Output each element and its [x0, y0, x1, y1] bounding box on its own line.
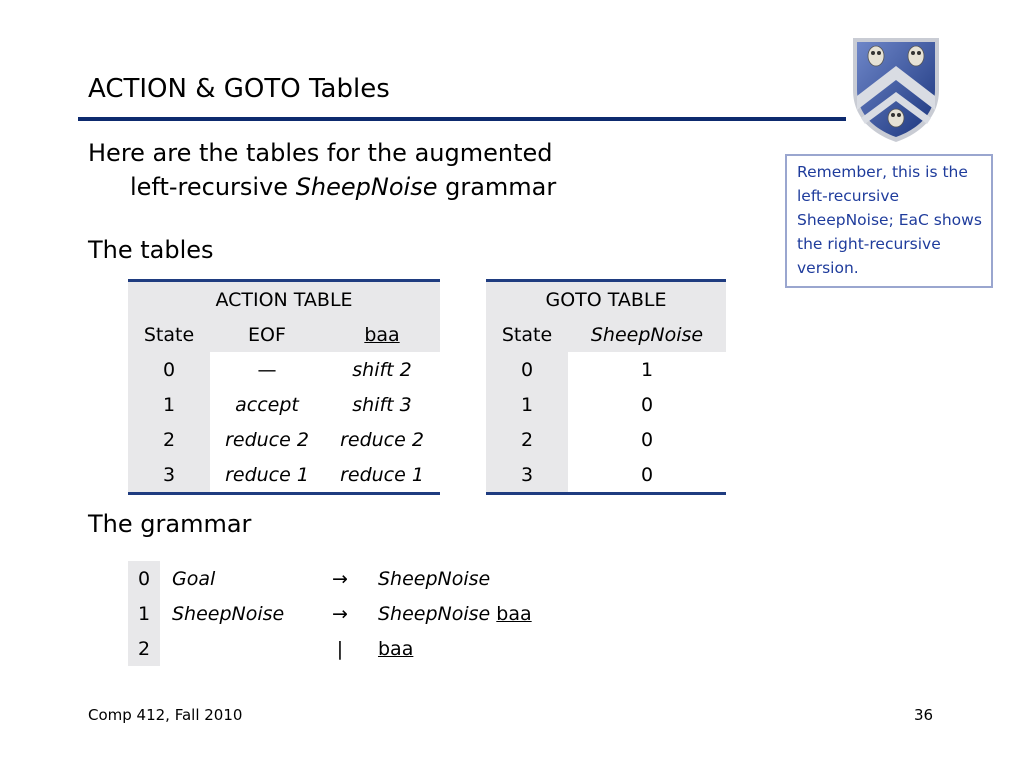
rule-rhs — [368, 561, 532, 596]
action-eof-cell: reduce 2 — [225, 428, 309, 451]
action-baa-cell: shift 2 — [352, 358, 412, 381]
intro-line-2-plain: left-recursive — [130, 173, 296, 201]
intro-line-2-italic: SheepNoise — [295, 173, 438, 201]
rule-lhs: Goal — [172, 567, 216, 590]
rule-lhs — [160, 631, 312, 666]
grammar-heading: The grammar — [88, 510, 252, 538]
remember-note-box: Remember, this is the left-recursive SheepNoise; EaC shows the right-recursive version. — [785, 154, 993, 288]
grammar-table — [128, 561, 532, 666]
goto-header-sheepnoise: SheepNoise — [590, 323, 704, 346]
action-state-cell: 2 — [128, 422, 210, 457]
grammar-rule — [128, 631, 532, 666]
goto-row — [486, 387, 726, 422]
action-eof-cell: accept — [235, 393, 299, 416]
action-table-title: ACTION TABLE — [128, 281, 440, 318]
rule-rhs-terminal: baa — [496, 602, 532, 625]
rule-rhs-terminal: baa — [378, 637, 414, 660]
title-divider — [78, 117, 846, 121]
derives-arrow-icon: → — [332, 567, 348, 590]
rule-lhs: SheepNoise — [172, 602, 285, 625]
intro-text — [88, 136, 556, 204]
slide-title: ACTION & GOTO Tables — [88, 74, 390, 104]
action-header-state: State — [128, 317, 210, 352]
footer-course: Comp 412, Fall 2010 — [88, 706, 243, 724]
action-header-eof: EOF — [210, 317, 324, 352]
alternative-bar: | — [336, 637, 344, 660]
footer-page-number: 36 — [914, 706, 934, 724]
action-header-baa: baa — [324, 317, 440, 352]
goto-state-cell: 3 — [486, 457, 568, 494]
action-baa-cell: reduce 2 — [340, 428, 424, 451]
goto-value-cell: 0 — [640, 428, 654, 451]
rule-rhs-nonterminal: SheepNoise — [378, 602, 491, 625]
rule-number: 0 — [128, 561, 160, 596]
action-row — [128, 422, 440, 457]
rule-rhs-nonterminal: SheepNoise — [378, 567, 491, 590]
goto-table — [486, 279, 726, 495]
rule-rhs — [368, 631, 532, 666]
action-row — [128, 352, 440, 387]
intro-line-1: Here are the tables for the augmented — [88, 139, 553, 167]
tables-heading: The tables — [88, 236, 214, 264]
rule-number: 2 — [128, 631, 160, 666]
goto-table-title: GOTO TABLE — [486, 281, 726, 318]
derives-arrow-icon: → — [332, 602, 348, 625]
rule-number: 1 — [128, 596, 160, 631]
grammar-rule — [128, 561, 532, 596]
action-row — [128, 457, 440, 494]
goto-row — [486, 422, 726, 457]
grammar-rule — [128, 596, 532, 631]
goto-row — [486, 352, 726, 387]
action-table — [128, 279, 440, 495]
goto-row — [486, 457, 726, 494]
rice-university-crest-icon — [849, 32, 943, 144]
goto-header-state: State — [486, 317, 568, 352]
goto-value-cell: 0 — [568, 457, 726, 494]
goto-state-cell: 0 — [486, 352, 568, 387]
action-baa-cell: reduce 1 — [340, 463, 424, 486]
action-state-cell: 3 — [128, 457, 210, 494]
action-eof-cell: — — [257, 358, 277, 381]
intro-line-2-tail: grammar — [437, 173, 557, 201]
action-row — [128, 387, 440, 422]
rule-rhs — [368, 596, 532, 631]
action-eof-cell: reduce 1 — [225, 463, 309, 486]
intro-line-2 — [88, 170, 556, 204]
action-state-cell: 1 — [128, 387, 210, 422]
action-baa-cell: shift 3 — [352, 393, 412, 416]
action-state-cell: 0 — [128, 352, 210, 387]
goto-state-cell: 2 — [486, 422, 568, 457]
goto-value-cell: 0 — [640, 393, 654, 416]
goto-value-cell: 1 — [640, 358, 654, 381]
goto-state-cell: 1 — [486, 387, 568, 422]
